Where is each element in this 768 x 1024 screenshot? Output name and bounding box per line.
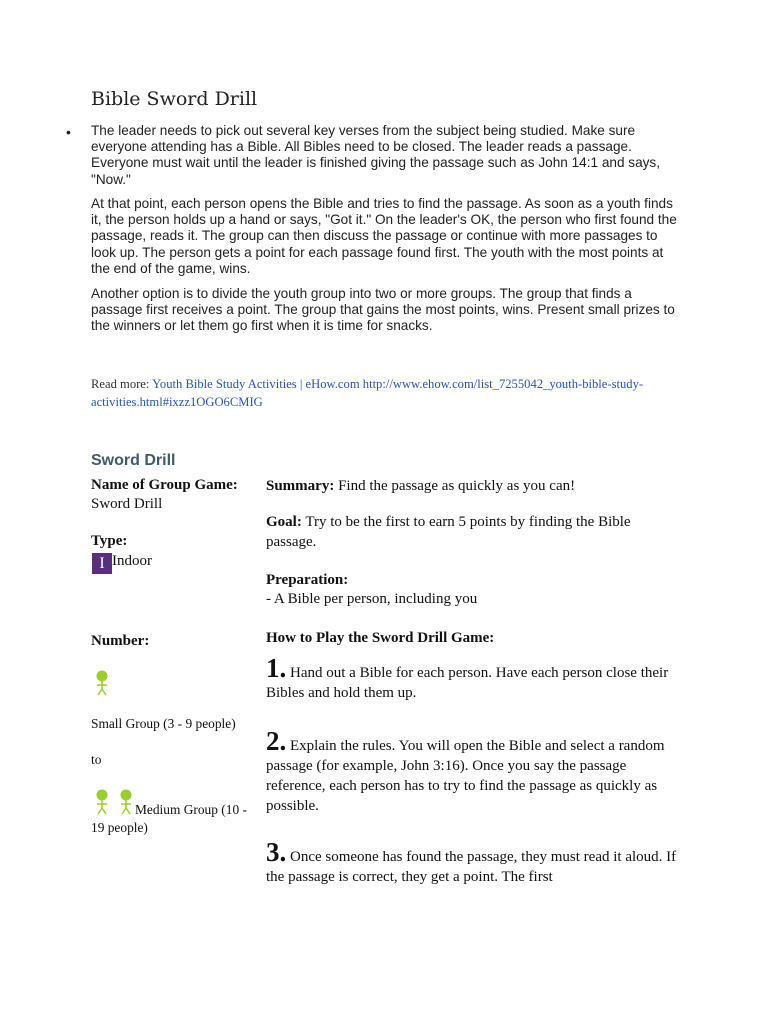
step-3 — [266, 837, 686, 887]
bullet-icon: • — [66, 124, 71, 140]
goal-label: Goal: — [266, 514, 302, 530]
indoor-badge-icon: I — [92, 553, 112, 574]
paragraph-1: The leader needs to pick out several key verses from the subject being studied. Make sure everyone attending has a Bible. All Bibles need to be closed. The leader reads a passage. Everyone must wait until the leader is finished giving the passage such as John 14:1 and says, "Now." — [91, 123, 661, 187]
goal-text: Try to be the first to earn 5 points by finding the Bible passage. — [266, 514, 631, 550]
section-title: Sword Drill — [91, 452, 176, 469]
person-icon — [92, 670, 112, 702]
step-number: 3. — [266, 837, 287, 867]
goal — [266, 512, 666, 552]
game-name-value: Sword Drill — [91, 495, 163, 512]
step-text: Hand out a Bible for each person. Have each person close their Bibles and hold them up. — [266, 665, 669, 701]
summary-text: Find the passage as quickly as you can! — [338, 478, 576, 494]
summary — [266, 476, 686, 496]
small-group-text: Small Group (3 - 9 people) — [91, 716, 236, 731]
step-number: 2. — [266, 726, 287, 756]
game-name — [91, 476, 259, 513]
type-label: Type: — [91, 533, 128, 549]
to-text: to — [91, 752, 102, 767]
read-more-link[interactable]: Youth Bible Study Activities | eHow.com http://www.ehow.com/list_7255042_youth-bible-study-activities.html#ixzz1OGO6CMIG — [91, 377, 644, 409]
medium-group-text: Medium Group (10 - 19 people) — [91, 802, 247, 835]
paragraph-2: At that point, each person opens the Bible and tries to find the passage. As soon as a youth finds it, the person holds up a hand or says, "Got it." On the leader's OK, the person who first found the passage, reads it. The group can then discuss the passage or continue with more passages to look up. The person gets a point for each passage found first. The youth with the most points at the end of the game, wins. — [91, 196, 677, 276]
read-more-label: Read more: — [91, 377, 150, 391]
game-type — [92, 552, 152, 574]
how-to-play-heading: How to Play the Sword Drill Game: — [266, 630, 495, 646]
preparation-label: Preparation: — [266, 572, 349, 588]
step-number: 1. — [266, 653, 287, 683]
preparation-text: - A Bible per person, including you — [266, 591, 478, 607]
step-text: Explain the rules. You will open the Bible and select a random passage (for example, John 3:16). Once you say the passage reference, each person has to try to find the passage as quickly as possible. — [266, 738, 665, 814]
game-name-label: Name of Group Game: — [91, 477, 238, 493]
game-type-value: Indoor — [112, 553, 152, 569]
step-2 — [266, 726, 686, 816]
number-label: Number: — [91, 633, 150, 649]
paragraph-3: Another option is to divide the youth group into two or more groups. The group that finds a passage first receives a point. The group that gains the most points, wins. Present small prizes to the winners or let them go first when it is time for snacks. — [91, 286, 675, 334]
page-title: Bible Sword Drill — [91, 88, 258, 110]
summary-label: Summary: — [266, 478, 335, 494]
step-1 — [266, 653, 686, 703]
step-text: Once someone has found the passage, they must read it aloud. If the passage is correct, they get a point. The first — [266, 849, 677, 885]
read-more — [91, 375, 681, 411]
